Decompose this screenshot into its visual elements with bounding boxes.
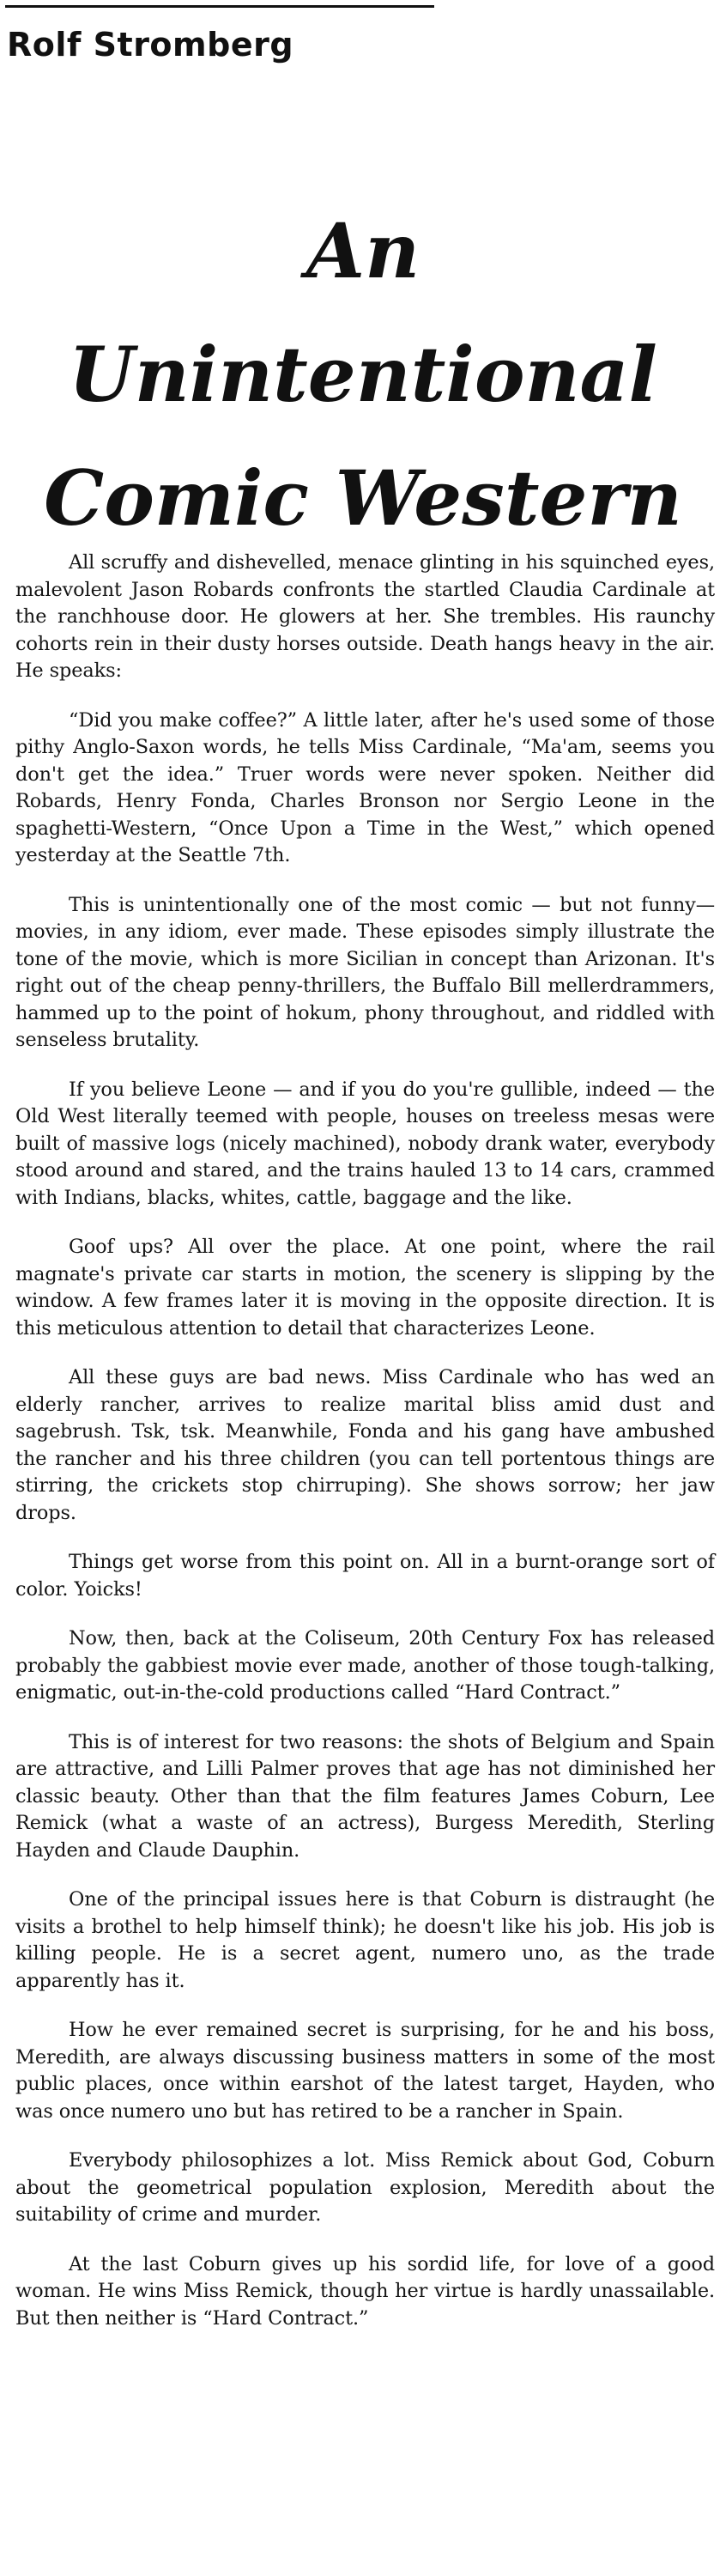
paragraph-4: If you believe Leone — and if you do you're gullible, indeed — the Old West literally teemed with people, houses on treeless mesas were built of massive logs (nicely machined), nobody drank water, everybody stood around and stared, and the trains hauled 13 to 14 cars, crammed with Indians, blacks, whites, cattle, baggage and the like. xyxy=(15,1078,715,1209)
article-body xyxy=(15,550,715,2332)
paragraph-13: At the last Coburn gives up his sordid life, for love of a good woman. He wins Miss Remick, though her virtue is hardly unassailable. But then neither is “Hard Contract.” xyxy=(15,2252,715,2330)
paragraph-5: Goof ups? All over the place. At one point, where the rail magnate's private car starts in motion, the scenery is slipping by the window. A few frames later it is moving in the opposite direction. It is this meticulous attention to detail that characterizes Leone. xyxy=(15,1236,715,1340)
paragraph-1: All scruffy and dishevelled, menace glinting in his squinched eyes, malevolent Jason Robards confronts the startled Claudia Cardinale at the ranchhouse door. He glowers at her. She trembles. His raunchy cohorts rein in their dusty horses outside. Death hangs heavy in the air. He speaks: xyxy=(15,551,715,682)
byline: Rolf Stromberg xyxy=(7,26,294,64)
paragraph-9: This is of interest for two reasons: the shots of Belgium and Spain are attractive, and Lilli Palmer proves that age has not diminished her classic beauty. Other than that the film features James Coburn, Lee Remick (what a waste of an actress), Burgess Meredith, Sterling Hayden and Claude Dauphin. xyxy=(15,1730,715,1862)
paragraph-12: Everybody philosophizes a lot. Miss Remick about God, Coburn about the geometrical population explosion, Meredith about the suitability of crime and murder. xyxy=(15,2149,715,2226)
paragraph-11: How he ever remained secret is surprising, for he and his boss, Meredith, are always discussing business matters in some of the most public places, once within earshot of the latest target, Hayden, who was once numero uno but has retired to be a rancher in Spain. xyxy=(15,2019,715,2123)
headline-line-2: Comic Western xyxy=(44,453,682,543)
headline xyxy=(0,189,726,560)
headline-line-1: An Unintentional xyxy=(69,206,657,419)
paragraph-8: Now, then, back at the Coliseum, 20th Century Fox has released probably the gabbiest movie ever made, another of those tough-talking, enigmatic, out-in-the-cold productions called “Hard Contract.” xyxy=(15,1627,715,1704)
paragraph-10: One of the principal issues here is that Coburn is distraught (he visits a brothel to help himself think); he doesn't like his job. His job is killing people. He is a secret agent, numero uno, as the trade apparently has it. xyxy=(15,1888,715,1992)
paragraph-2: “Did you make coffee?” A little later, after he's used some of those pithy Anglo-Saxon words, he tells Miss Cardinale, “Ma'am, seems you don't get the idea.” Truer words were never spoken. Neither did Robards, Henry Fonda, Charles Bronson nor Sergio Leone in the spaghetti-Western, “Once Upon a Time in the West,” which opened yesterday at the Seattle 7th. xyxy=(15,708,715,866)
paragraph-6: All these guys are bad news. Miss Cardinale who has wed an elderly rancher, arrives to realize marital bliss amid dust and sagebrush. Tsk, tsk. Meanwhile, Fonda and his gang have ambushed the rancher and his three children (you can tell portentous things are stirring, the crickets stop chirruping). She shows sorrow; her jaw drops. xyxy=(15,1366,715,1524)
paragraph-3: This is unintentionally one of the most comic — but not funny—movies, in any idiom, ever made. These episodes simply illustrate the tone of the movie, which is more Sicilian in concept than Arizonan. It's right out of the cheap penny-thrillers, the Buffalo Bill mellerdrammers, hammed up to the point of hokum, phony throughout, and riddled with senseless brutality. xyxy=(15,893,715,1051)
paragraph-7: Things get worse from this point on. All in a burnt-orange sort of color. Yoicks! xyxy=(15,1551,715,1601)
byline-rule xyxy=(5,5,434,8)
